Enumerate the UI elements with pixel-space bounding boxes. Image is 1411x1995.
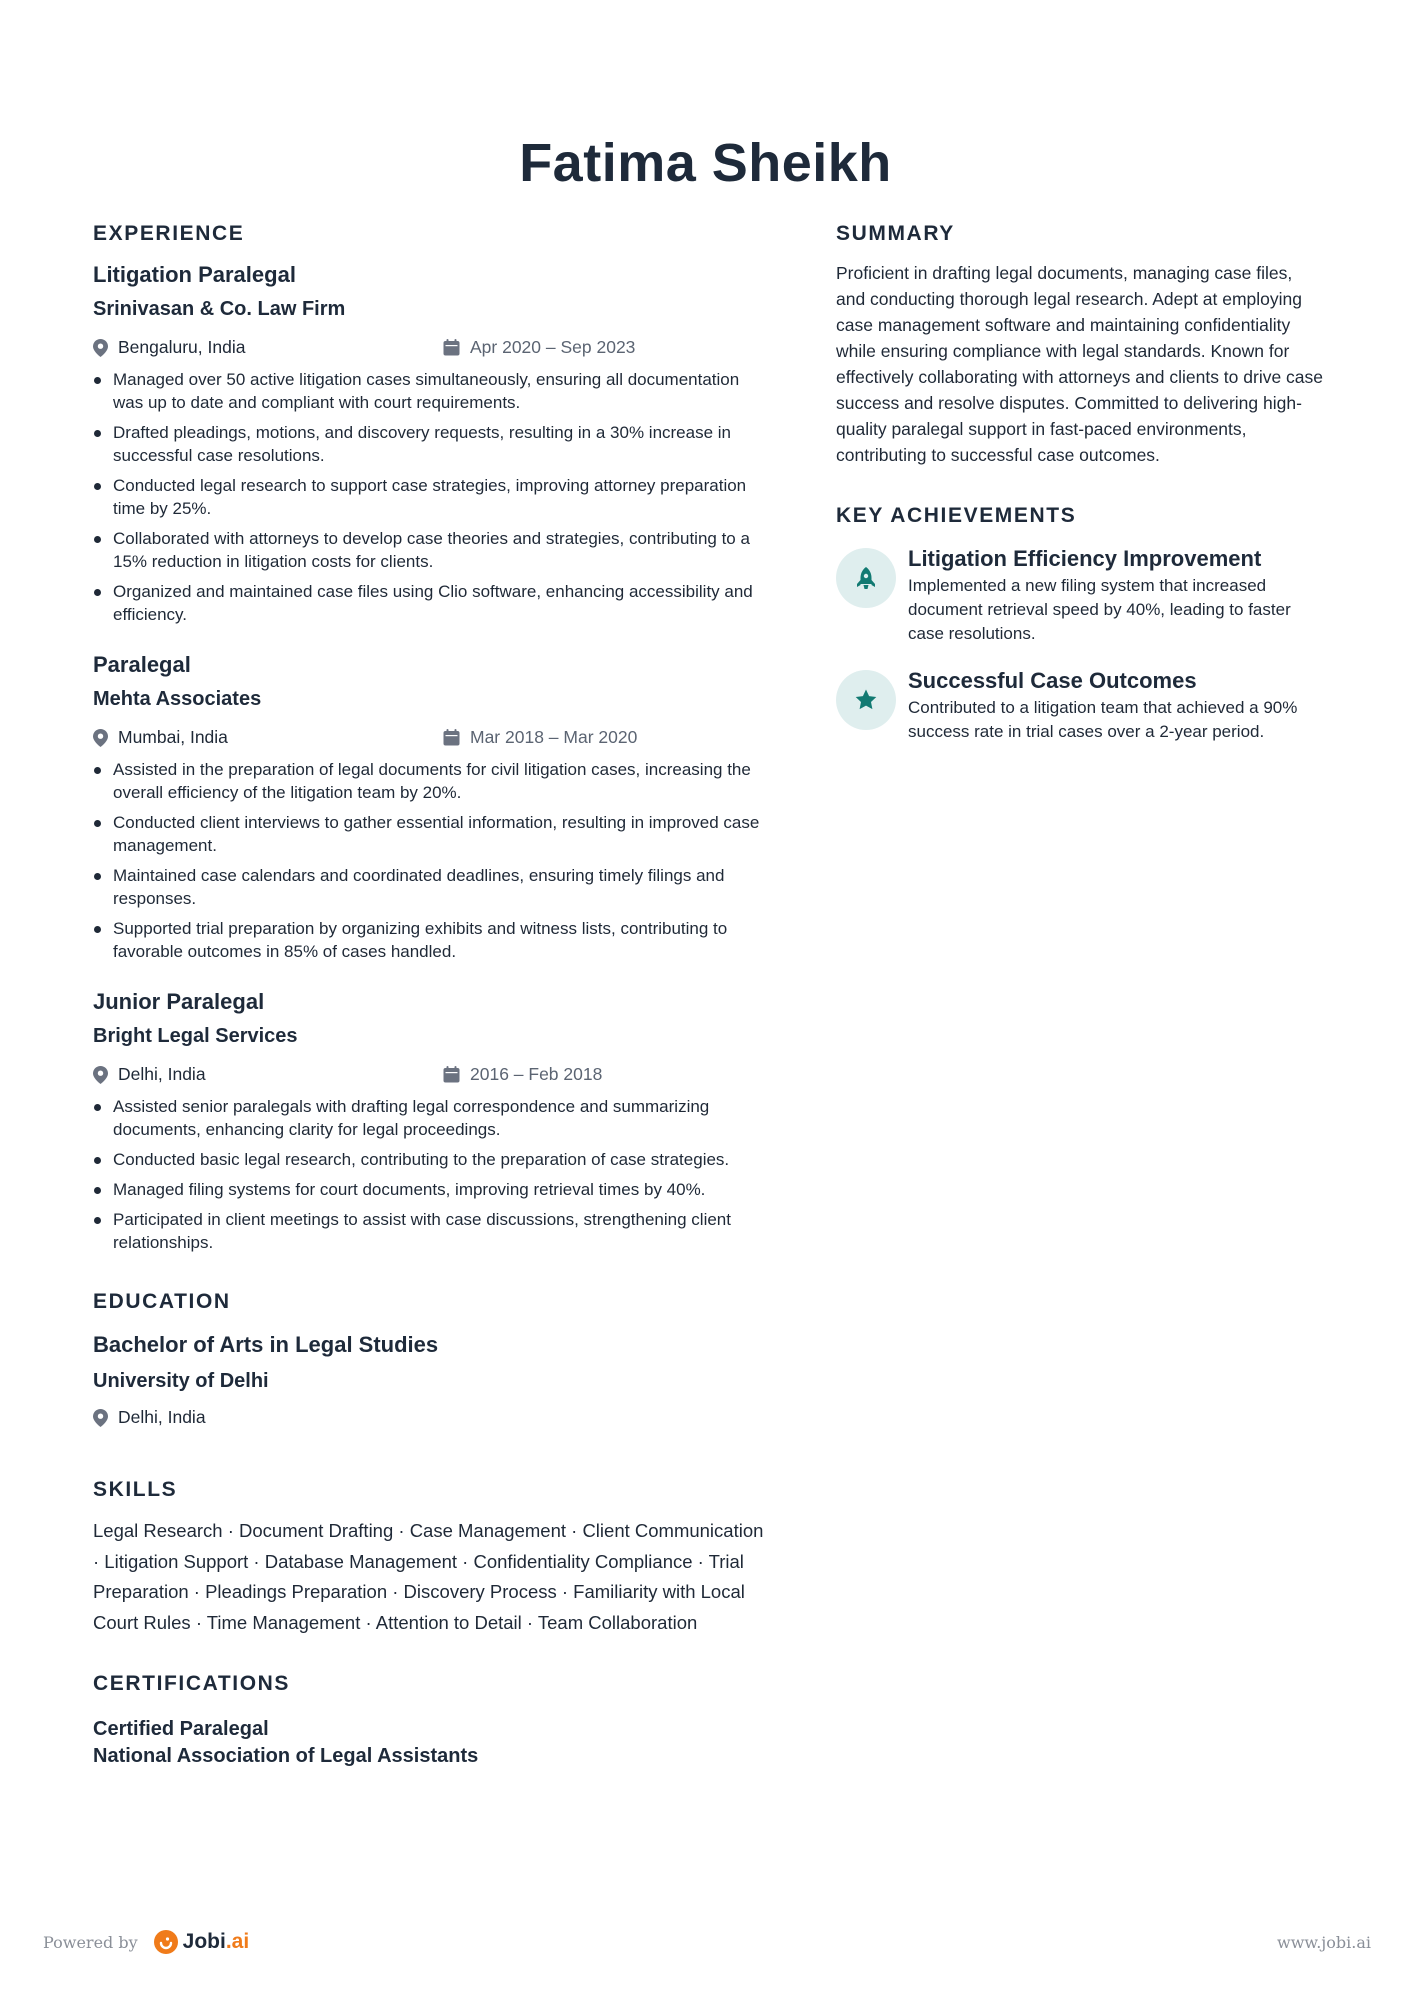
education-heading: EDUCATION (93, 1290, 231, 1313)
achievement-title: Litigation Efficiency Improvement (908, 546, 1262, 571)
star-icon (854, 688, 878, 712)
list-item: Assisted in the preparation of legal documents for civil litigation cases, increasing the overall efficiency of the litigation team by 20%. (93, 758, 773, 804)
job-dates (443, 337, 635, 358)
job-title: Junior Paralegal (93, 989, 265, 1014)
brand-name: Jobi (182, 1930, 226, 1953)
list-item: Conducted client interviews to gather essential information, resulting in improved case management. (93, 811, 773, 857)
experience-item (93, 989, 773, 1254)
date-text: Mar 2018 – Mar 2020 (470, 727, 638, 747)
achievement-icon-badge (836, 670, 896, 730)
company-name: Bright Legal Services (93, 1025, 298, 1047)
job-bullets (93, 758, 773, 963)
job-meta (93, 1064, 773, 1085)
job-meta (93, 337, 773, 358)
list-item: Conducted legal research to support case strategies, improving attorney preparation time by 25%. (93, 474, 773, 520)
list-item: Organized and maintained case files using Clio software, enhancing accessibility and efficiency. (93, 580, 773, 626)
left-column (93, 222, 773, 1768)
job-title: Paralegal (93, 652, 191, 677)
job-location (93, 727, 443, 748)
location-text: Mumbai, India (118, 727, 228, 747)
achievement-title: Successful Case Outcomes (908, 668, 1197, 693)
company-name: Mehta Associates (93, 688, 262, 710)
job-dates (443, 1064, 602, 1085)
experience-item (93, 262, 773, 626)
education-school: University of Delhi (93, 1370, 269, 1392)
achievement-icon-badge (836, 548, 896, 608)
list-item: Assisted senior paralegals with drafting legal correspondence and summarizing documents, enhancing clarity for legal proceedings. (93, 1095, 773, 1141)
experience-heading: EXPERIENCE (93, 222, 245, 245)
location-pin-icon (93, 1066, 108, 1084)
calendar-icon (443, 339, 460, 356)
calendar-icon (443, 1066, 460, 1083)
achievement-body (908, 546, 1326, 646)
date-text: 2016 – Feb 2018 (470, 1064, 603, 1084)
list-item: Maintained case calendars and coordinated deadlines, ensuring timely filings and responses. (93, 864, 773, 910)
list-item: Supported trial preparation by organizing exhibits and witness lists, contributing to favorable outcomes in 85% of cases handled. (93, 917, 773, 963)
date-text: Apr 2020 – Sep 2023 (470, 337, 636, 357)
calendar-icon (443, 729, 460, 746)
candidate-name: Fatima Sheikh (519, 133, 892, 193)
education-location (93, 1407, 443, 1428)
powered-by-label: Powered by (43, 1932, 138, 1952)
summary-text: Proficient in drafting legal documents, managing case files, and conducting thorough legal research. Adept at employing case management software and maintaining confidentiality while ensuring compliance with legal standards. Known for effectively collaborating with attorneys and clients to drive case success and resolve disputes. Committed to delivering high-quality paralegal support in fast-paced environments, contributing to successful case outcomes. (836, 263, 1324, 465)
education-meta (93, 1407, 773, 1428)
achievement-desc: Contributed to a litigation team that achieved a 90% success rate in trial cases over a 2-year period. (908, 698, 1298, 741)
company-name: Srinivasan & Co. Law Firm (93, 298, 346, 320)
right-column (836, 222, 1326, 744)
list-item: Managed over 50 active litigation cases simultaneously, ensuring all documentation was up to date and compliant with court requirements. (93, 368, 773, 414)
certification-org: National Association of Legal Assistants (93, 1745, 479, 1767)
jobi-brand-link[interactable] (183, 1930, 250, 1954)
list-item: Participated in client meetings to assist with case discussions, strengthening client relationships. (93, 1208, 773, 1254)
job-bullets (93, 1095, 773, 1254)
experience-item (93, 652, 773, 963)
education-degree: Bachelor of Arts in Legal Studies (93, 1332, 439, 1357)
achievements-heading: KEY ACHIEVEMENTS (836, 504, 1077, 527)
rocket-icon (855, 566, 877, 590)
list-item: Drafted pleadings, motions, and discovery requests, resulting in a 30% increase in successful case resolutions. (93, 421, 773, 467)
location-pin-icon (93, 729, 108, 747)
list-item: Conducted basic legal research, contributing to the preparation of case strategies. (93, 1148, 773, 1171)
location-text: Bengaluru, India (118, 337, 246, 357)
certifications-heading: CERTIFICATIONS (93, 1672, 291, 1695)
job-title: Litigation Paralegal (93, 262, 296, 287)
location-text: Delhi, India (118, 1064, 206, 1084)
skills-heading: SKILLS (93, 1478, 178, 1501)
jobi-logo-icon (154, 1930, 178, 1954)
site-link[interactable]: www.jobi.ai (1277, 1933, 1371, 1952)
job-meta (93, 727, 773, 748)
location-text: Delhi, India (118, 1407, 206, 1427)
list-item: Managed filing systems for court documents, improving retrieval times by 40%. (93, 1178, 773, 1201)
achievement-item (836, 546, 1326, 646)
list-item: Collaborated with attorneys to develop case theories and strategies, contributing to a 15% reduction in litigation costs for clients. (93, 527, 773, 573)
job-dates (443, 727, 637, 748)
brand-suffix: .ai (225, 1930, 250, 1953)
achievement-item (836, 668, 1326, 744)
location-pin-icon (93, 339, 108, 357)
job-location (93, 337, 443, 358)
skills-list: Legal Research · Document Drafting · Case Management · Client Communication · Litigation Support · Database Management · Confidentiality Compliance · Trial Preparation · Pleadings Preparation · Discovery Process · Familiarity with Local Court Rules · Time Management · Attention to Detail · Team Collaboration (93, 1520, 764, 1633)
powered-by (43, 1930, 249, 1954)
achievement-body (908, 668, 1326, 744)
summary-heading: SUMMARY (836, 222, 955, 245)
achievement-desc: Implemented a new filing system that increased document retrieval speed by 40%, leading to faster case resolutions. (908, 576, 1291, 643)
job-location (93, 1064, 443, 1085)
location-pin-icon (93, 1409, 108, 1427)
job-bullets (93, 368, 773, 626)
certification-name: Certified Paralegal (93, 1718, 269, 1740)
